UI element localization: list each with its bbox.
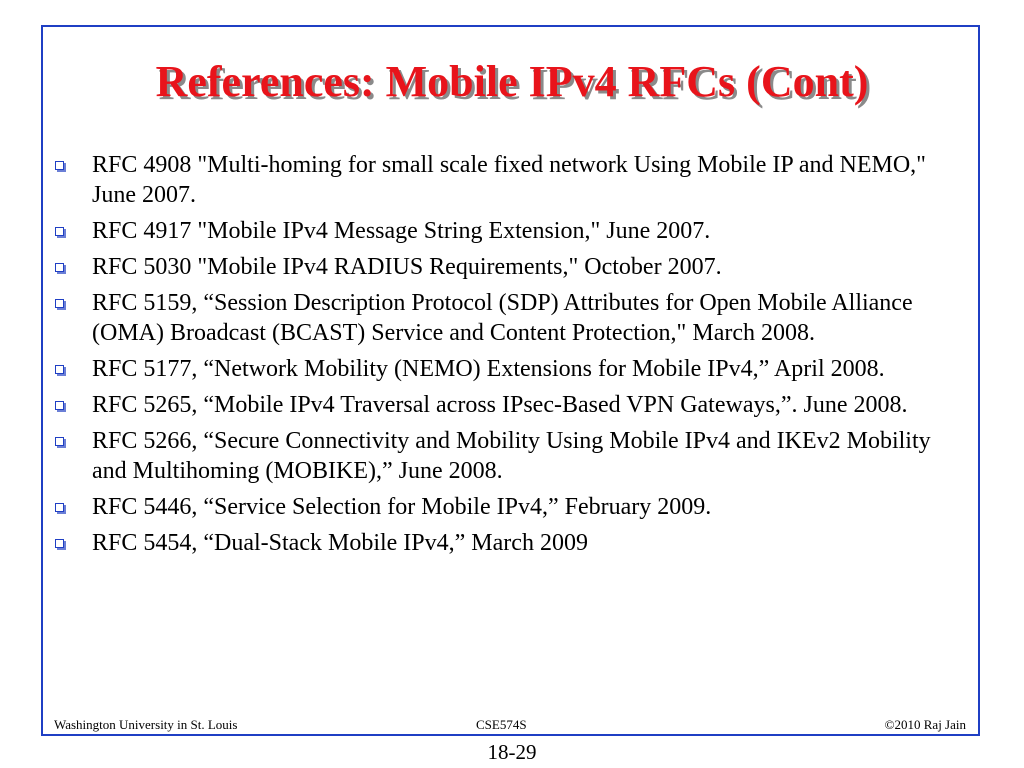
footer-institution: Washington University in St. Louis: [54, 717, 238, 732]
hollow-square-bullet-icon: [55, 299, 64, 308]
hollow-square-bullet-icon: [55, 503, 64, 512]
bullet-text: RFC 4908 "Multi-homing for small scale fixed network Using Mobile IP and NEMO," June 2007.: [92, 152, 926, 208]
hollow-square-bullet-icon: [55, 437, 64, 446]
bullet-text: RFC 5177, “Network Mobility (NEMO) Extensions for Mobile IPv4,” April 2008.: [92, 356, 885, 382]
slide-title: References: Mobile IPv4 RFCs (Cont): [155, 57, 869, 106]
footer-copyright: ©2010 Raj Jain: [884, 717, 966, 732]
bullet-text: RFC 5266, “Secure Connectivity and Mobility Using Mobile IPv4 and IKEv2 Mobility and Multihoming (MOBIKE),” June 2008.: [92, 428, 931, 484]
bullet-item: [52, 216, 967, 246]
bullet-text: RFC 5159, “Session Description Protocol (SDP) Attributes for Open Mobile Alliance (OMA) Broadcast (BCAST) Service and Content Protection," March 2008.: [92, 290, 913, 346]
page-number: 18-29: [487, 740, 537, 764]
bullet-text: RFC 5446, “Service Selection for Mobile IPv4,” February 2009.: [92, 494, 712, 520]
bullet-item: [52, 354, 967, 384]
hollow-square-bullet-icon: [55, 365, 64, 374]
hollow-square-bullet-icon: [55, 539, 64, 548]
bullet-item: [52, 426, 967, 486]
bullet-item: [52, 492, 967, 522]
bullet-list: [52, 150, 967, 564]
hollow-square-bullet-icon: [55, 401, 64, 410]
bullet-text: RFC 4917 "Mobile IPv4 Message String Extension," June 2007.: [92, 218, 711, 244]
bullet-text: RFC 5265, “Mobile IPv4 Traversal across IPsec-Based VPN Gateways,”. June 2008.: [92, 392, 908, 418]
bullet-item: [52, 288, 967, 348]
bullet-text: RFC 5454, “Dual-Stack Mobile IPv4,” March 2009: [92, 530, 588, 556]
hollow-square-bullet-icon: [55, 263, 64, 272]
footer-course: CSE574S: [476, 717, 527, 732]
bullet-item: [52, 528, 967, 558]
bullet-item: [52, 390, 967, 420]
bullet-text: RFC 5030 "Mobile IPv4 RADIUS Requirements," October 2007.: [92, 254, 722, 280]
hollow-square-bullet-icon: [55, 161, 64, 170]
hollow-square-bullet-icon: [55, 227, 64, 236]
bullet-item: [52, 150, 967, 210]
bullet-item: [52, 252, 967, 282]
